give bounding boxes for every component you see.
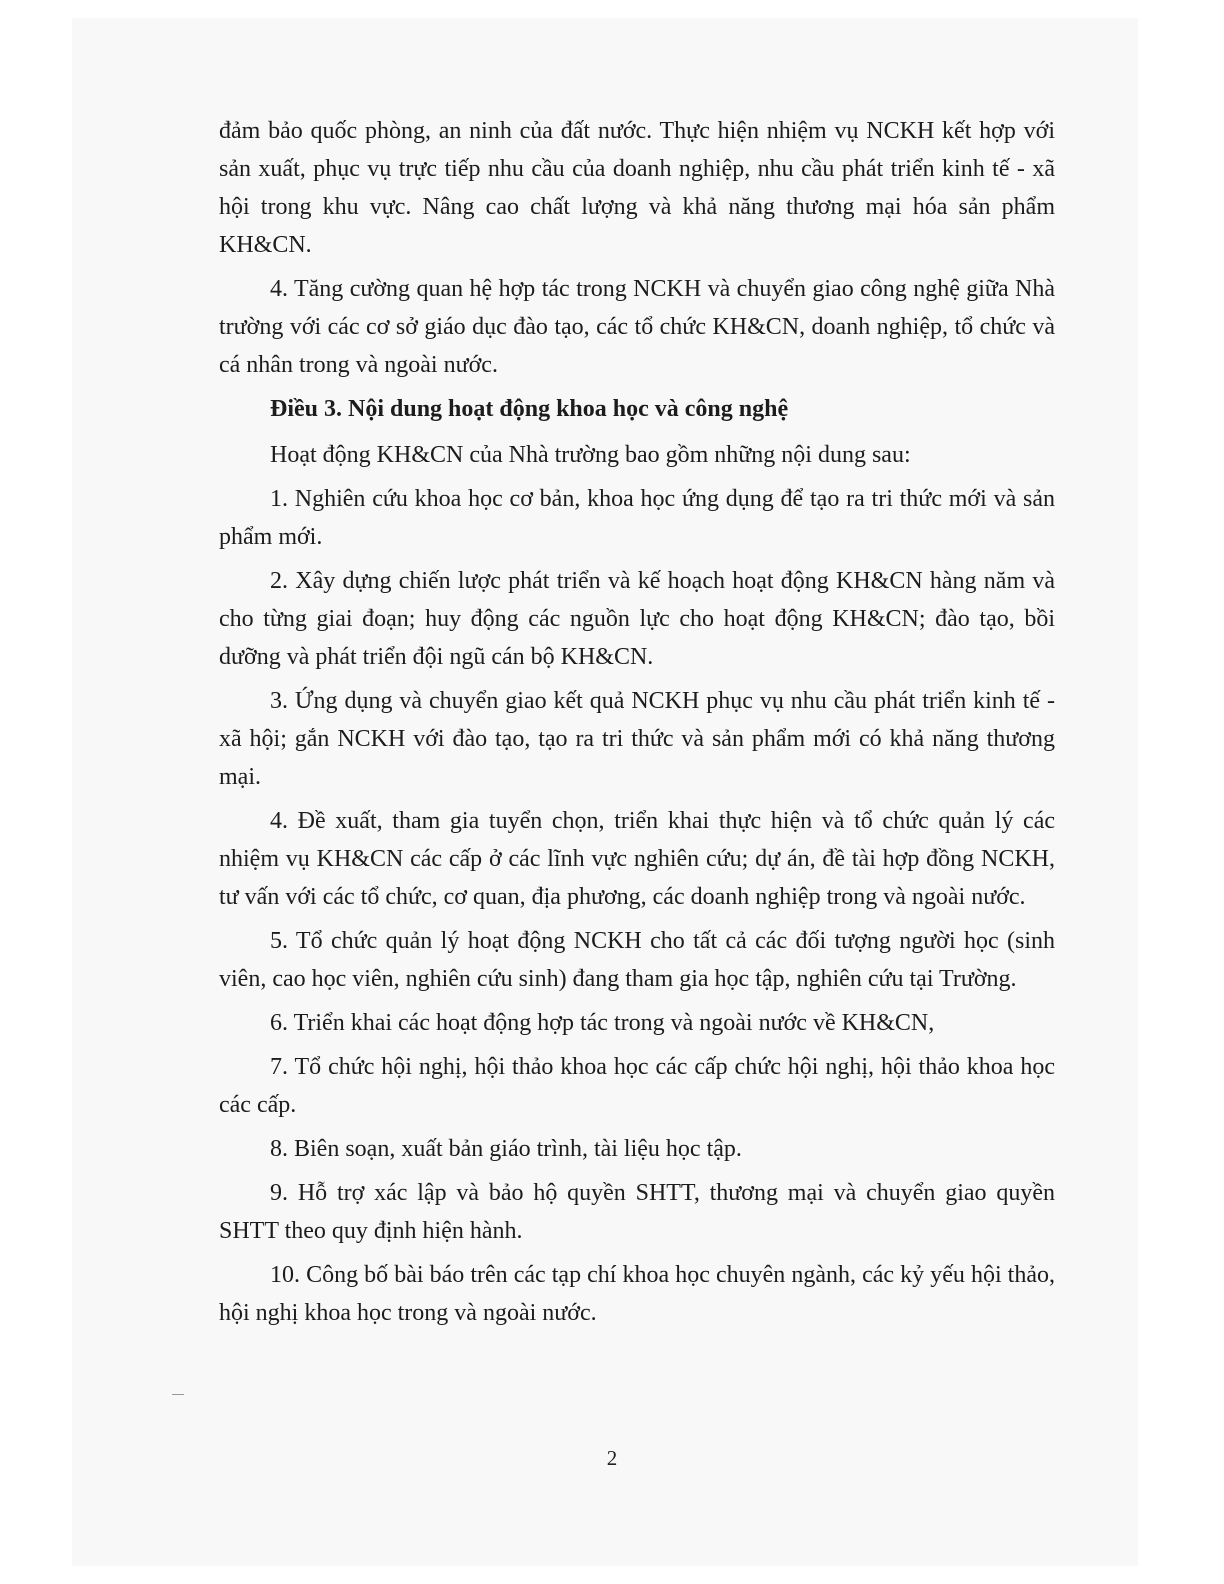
list-item-6: 6. Triển khai các hoạt động hợp tác trong và ngoài nước về KH&CN, bbox=[270, 1010, 935, 1036]
list-item-3: 3. Ứng dụng và chuyển giao kết quả NCKH phục vụ nhu cầu phát triển kinh tế - xã hội; gắn NCKH với đào tạo, tạo ra tri thức và sản phẩm mới có khả năng thương mại. bbox=[219, 688, 1055, 790]
list-item-5: 5. Tổ chức quản lý hoạt động NCKH cho tất cả các đối tượng người học (sinh viên, cao học viên, nghiên cứu sinh) đang tham gia học tập, nghiên cứu tại Trường. bbox=[219, 928, 1055, 992]
list-item-1: 1. Nghiên cứu khoa học cơ bản, khoa học ứng dụng để tạo ra tri thức mới và sản phẩm mới. bbox=[219, 486, 1055, 550]
list-item-2: 2. Xây dựng chiến lược phát triển và kế hoạch hoạt động KH&CN hàng năm và cho từng giai đoạn; huy động các nguồn lực cho hoạt động KH&CN; đào tạo, bồi dưỡng và phát triển đội ngũ cán bộ KH&CN. bbox=[219, 568, 1055, 670]
document-body bbox=[219, 112, 1055, 1338]
paragraph-intro: Hoạt động KH&CN của Nhà trường bao gồm những nội dung sau: bbox=[270, 442, 911, 468]
list-item-4: 4. Đề xuất, tham gia tuyển chọn, triển khai thực hiện và tổ chức quản lý các nhiệm vụ KH&CN các cấp ở các lĩnh vực nghiên cứu; dự án, đề tài hợp đồng NCKH, tư vấn với các tổ chức, cơ quan, địa phương, các doanh nghiệp trong và ngoài nước. bbox=[219, 808, 1055, 910]
list-item-8: 8. Biên soạn, xuất bản giáo trình, tài liệu học tập. bbox=[270, 1136, 742, 1162]
page-number: 2 bbox=[606, 1446, 618, 1470]
list-item-9: 9. Hỗ trợ xác lập và bảo hộ quyền SHTT, thương mại và chuyển giao quyền SHTT theo quy định hiện hành. bbox=[219, 1180, 1055, 1244]
article-3-heading: Điều 3. Nội dung hoạt động khoa học và công nghệ bbox=[270, 396, 789, 422]
scan-artifact bbox=[172, 1394, 184, 1395]
paragraph-item-4-cooperation: 4. Tăng cường quan hệ hợp tác trong NCKH và chuyển giao công nghệ giữa Nhà trường với các cơ sở giáo dục đào tạo, các tổ chức KH&CN, doanh nghiệp, tổ chức và cá nhân trong và ngoài nước. bbox=[219, 276, 1055, 378]
paragraph-continuation: đảm bảo quốc phòng, an ninh của đất nước. Thực hiện nhiệm vụ NCKH kết hợp với sản xuất, phục vụ trực tiếp nhu cầu của doanh nghiệp, nhu cầu phát triển kinh tế - xã hội trong khu vực. Nâng cao chất lượng và khả năng thương mại hóa sản phẩm KH&CN. bbox=[219, 118, 1055, 258]
list-item-7: 7. Tổ chức hội nghị, hội thảo khoa học các cấp chức hội nghị, hội thảo khoa học các cấp. bbox=[219, 1054, 1055, 1118]
list-item-10: 10. Công bố bài báo trên các tạp chí khoa học chuyên ngành, các kỷ yếu hội thảo, hội nghị khoa học trong và ngoài nước. bbox=[219, 1262, 1055, 1326]
